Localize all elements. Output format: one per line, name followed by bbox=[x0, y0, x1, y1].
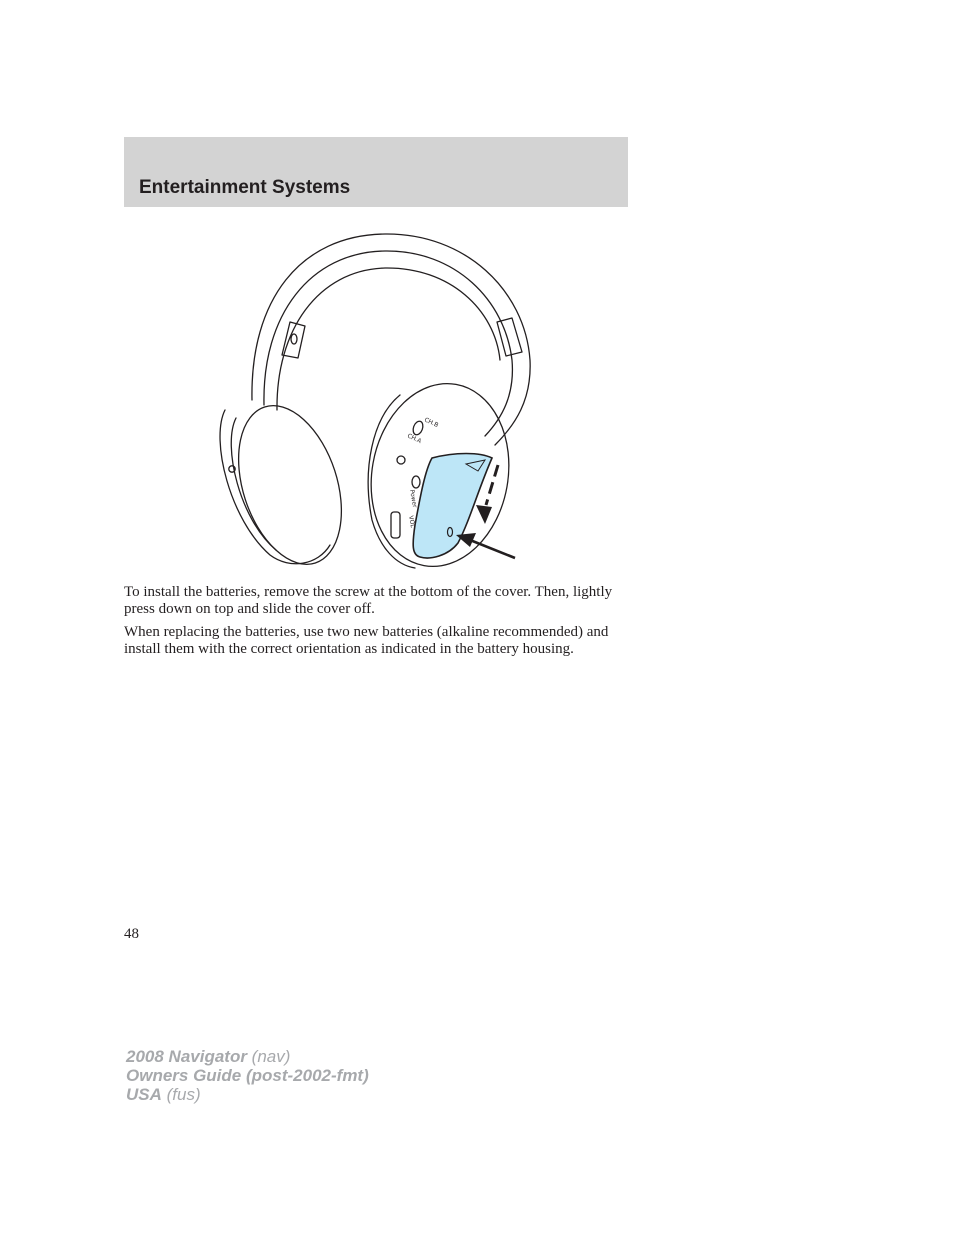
paragraph-remove-cover: To install the batteries, remove the screw at the bottom of the cover. Then, lightly press down on top and slide the cover off. bbox=[124, 584, 613, 617]
label-vol: VOL bbox=[407, 515, 417, 529]
footer-line-3: USA (fus) bbox=[126, 1085, 201, 1104]
section-title: Entertainment Systems bbox=[139, 177, 351, 198]
label-power: Power bbox=[408, 489, 419, 509]
footer bbox=[126, 1047, 369, 1104]
paragraph-replace-batteries: When replacing the batteries, use two new batteries (alkaline recommended) and install them with the correct orientation as indicated in the battery housing. bbox=[124, 624, 609, 657]
label-ch-a: CH.A bbox=[406, 432, 423, 445]
section-header bbox=[124, 137, 628, 207]
footer-line-2: Owners Guide (post-2002-fmt) bbox=[126, 1066, 369, 1085]
label-ch-b: CH.B bbox=[423, 416, 440, 429]
page-number: 48 bbox=[124, 926, 139, 942]
headphones-battery-illustration bbox=[205, 225, 545, 570]
footer-line-1: 2008 Navigator (nav) bbox=[126, 1047, 291, 1066]
